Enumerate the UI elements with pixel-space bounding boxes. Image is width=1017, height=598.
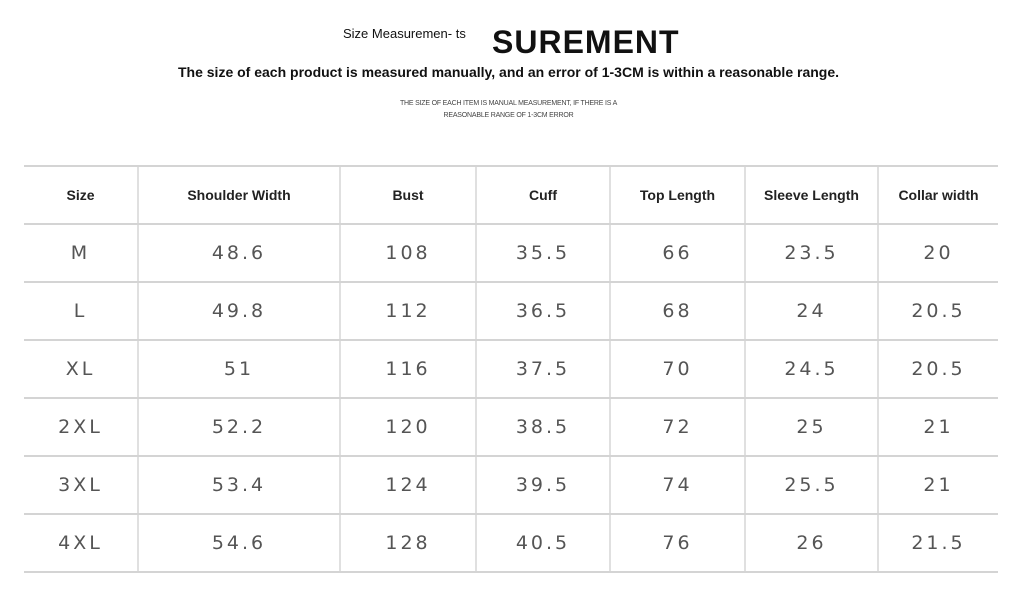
table-row bbox=[24, 282, 998, 340]
table-cell: 23.5 bbox=[745, 224, 878, 282]
table-cell: XL bbox=[24, 340, 138, 398]
header-size: Size bbox=[24, 166, 138, 224]
table-cell: 21 bbox=[878, 398, 998, 456]
table-cell: 21.5 bbox=[878, 514, 998, 572]
table-cell: 72 bbox=[610, 398, 745, 456]
table-row bbox=[24, 514, 998, 572]
table-cell: 76 bbox=[610, 514, 745, 572]
table-cell: 74 bbox=[610, 456, 745, 514]
header-shoulder-width: Shoulder Width bbox=[138, 166, 340, 224]
table-cell: 24.5 bbox=[745, 340, 878, 398]
table-cell: 39.5 bbox=[476, 456, 610, 514]
table-cell: 20.5 bbox=[878, 282, 998, 340]
header-bust: Bust bbox=[340, 166, 476, 224]
table-cell: 25 bbox=[745, 398, 878, 456]
table-row bbox=[24, 224, 998, 282]
header-collar-width: Collar width bbox=[878, 166, 998, 224]
table-cell: 37.5 bbox=[476, 340, 610, 398]
table-cell: 4XL bbox=[24, 514, 138, 572]
header-sleeve-length: Sleeve Length bbox=[745, 166, 878, 224]
table-cell: 21 bbox=[878, 456, 998, 514]
table-cell: 116 bbox=[340, 340, 476, 398]
table-cell: 40.5 bbox=[476, 514, 610, 572]
table-row bbox=[24, 398, 998, 456]
fine-print-note bbox=[0, 98, 1017, 122]
measurement-note: The size of each product is measured manually, and an error of 1-3CM is within a reasonable range. bbox=[177, 64, 840, 80]
size-measurements-label: Size Measuremen- ts bbox=[343, 26, 466, 41]
table-cell: 66 bbox=[610, 224, 745, 282]
table-cell: 36.5 bbox=[476, 282, 610, 340]
table-cell: 3XL bbox=[24, 456, 138, 514]
table-cell: 120 bbox=[340, 398, 476, 456]
table-cell: 48.6 bbox=[138, 224, 340, 282]
table-cell: 128 bbox=[340, 514, 476, 572]
table-cell: 25.5 bbox=[745, 456, 878, 514]
table-cell: 68 bbox=[610, 282, 745, 340]
table-cell: M bbox=[24, 224, 138, 282]
table-cell: 124 bbox=[340, 456, 476, 514]
table-cell: 108 bbox=[340, 224, 476, 282]
size-chart-table bbox=[24, 165, 998, 573]
header-top-length: Top Length bbox=[610, 166, 745, 224]
fine-print-line-2: REASONABLE RANGE OF 1-3CM ERROR bbox=[443, 112, 574, 119]
table-header-row bbox=[24, 166, 998, 224]
table-cell: 24 bbox=[745, 282, 878, 340]
header-cuff: Cuff bbox=[476, 166, 610, 224]
table-cell: 51 bbox=[138, 340, 340, 398]
table-cell: 49.8 bbox=[138, 282, 340, 340]
table-cell: 20 bbox=[878, 224, 998, 282]
table-cell: 112 bbox=[340, 282, 476, 340]
table-cell: 35.5 bbox=[476, 224, 610, 282]
table-cell: 53.4 bbox=[138, 456, 340, 514]
table-cell: 52.2 bbox=[138, 398, 340, 456]
table-row bbox=[24, 456, 998, 514]
fine-print-line-1: THE SIZE OF EACH ITEM IS MANUAL MEASUREMENT, IF THERE IS A bbox=[399, 100, 618, 107]
table-cell: L bbox=[24, 282, 138, 340]
table-row bbox=[24, 340, 998, 398]
table-cell: 26 bbox=[745, 514, 878, 572]
table-cell: 20.5 bbox=[878, 340, 998, 398]
table-cell: 2XL bbox=[24, 398, 138, 456]
table-cell: 54.6 bbox=[138, 514, 340, 572]
table-cell: 70 bbox=[610, 340, 745, 398]
table-cell: 38.5 bbox=[476, 398, 610, 456]
page-title: SUREMENT bbox=[492, 24, 680, 60]
